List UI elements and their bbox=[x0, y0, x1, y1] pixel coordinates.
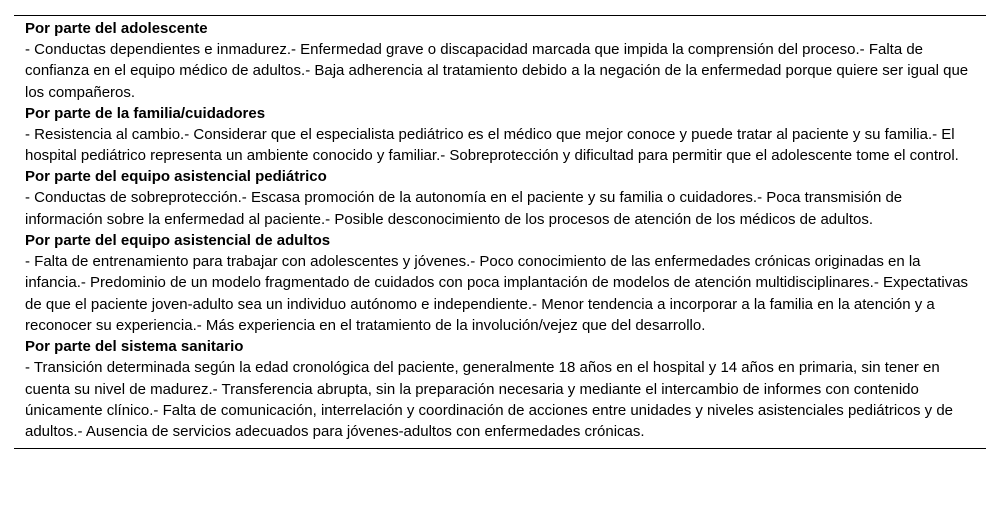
section-text: - Falta de entrenamiento para trabajar con adolescentes y jóvenes.- Poco conocimiento de las enfermedades crónicas originadas en la infancia.- Predominio de un modelo fragmentado de cuidados con poca implantación de modelos de atención multidisciplinares.- Expectativas de que el paciente joven-adulto sea un individuo autónomo e independiente.- Menor tendencia a incorporar a la familia en la atención y a reconocer su experiencia.- Más experiencia en el tratamiento de la involución/vejez que del desarrollo. bbox=[25, 253, 969, 334]
section-heading: Por parte del adolescente bbox=[25, 20, 208, 37]
section-health-system bbox=[14, 336, 986, 442]
section-pediatric-team bbox=[14, 166, 986, 230]
section-heading: Por parte de la familia/cuidadores bbox=[25, 104, 266, 122]
section-text: - Conductas dependientes e inmadurez.- Enfermedad grave o discapacidad marcada que impida la comprensión del proceso.- Falta de confianza en el equipo médico de adultos.- Baja adherencia al tratamiento debido a la negación de la enfermedad porque quiere ser igual que los compañeros. bbox=[25, 41, 969, 101]
section-family bbox=[14, 103, 986, 167]
section-text: - Transición determinada según la edad cronológica del paciente, generalmente 18 años en el hospital y 14 años en primaria, sin tener en cuenta su nivel de madurez.- Transferencia abrupta, sin la preparación necesaria y mediante el intercambio de informes con contenido únicamente clínico.- Falta de comunicación, interrelación y coordinación de acciones entre unidades y niveles asistenciales pediátricos y de adultos.- Ausencia de servicios adecuados para jóvenes-adultos con enfermedades crónicas. bbox=[25, 359, 954, 441]
section-text: - Resistencia al cambio.- Considerar que el especialista pediátrico es el médico que mejor conoce y puede tratar al paciente y su familia.- El hospital pediátrico representa un ambiente conocido y familiar.- Sobreprotección y dificultad para permitir que el adolescente tome el control. bbox=[25, 125, 959, 165]
section-adolescent bbox=[14, 18, 986, 103]
section-heading: Por parte del sistema sanitario bbox=[25, 338, 244, 356]
section-heading: Por parte del equipo asistencial pediátrico bbox=[25, 168, 327, 186]
barriers-table bbox=[14, 15, 986, 449]
section-heading: Por parte del equipo asistencial de adultos bbox=[25, 232, 331, 250]
section-adult-team bbox=[14, 230, 986, 336]
section-text: - Conductas de sobreprotección.- Escasa promoción de la autonomía en el paciente y su familia o cuidadores.- Poca transmisión de información sobre la enfermedad al paciente.- Posible desconocimiento de los procesos de atención de los médicos de adultos. bbox=[25, 189, 903, 228]
